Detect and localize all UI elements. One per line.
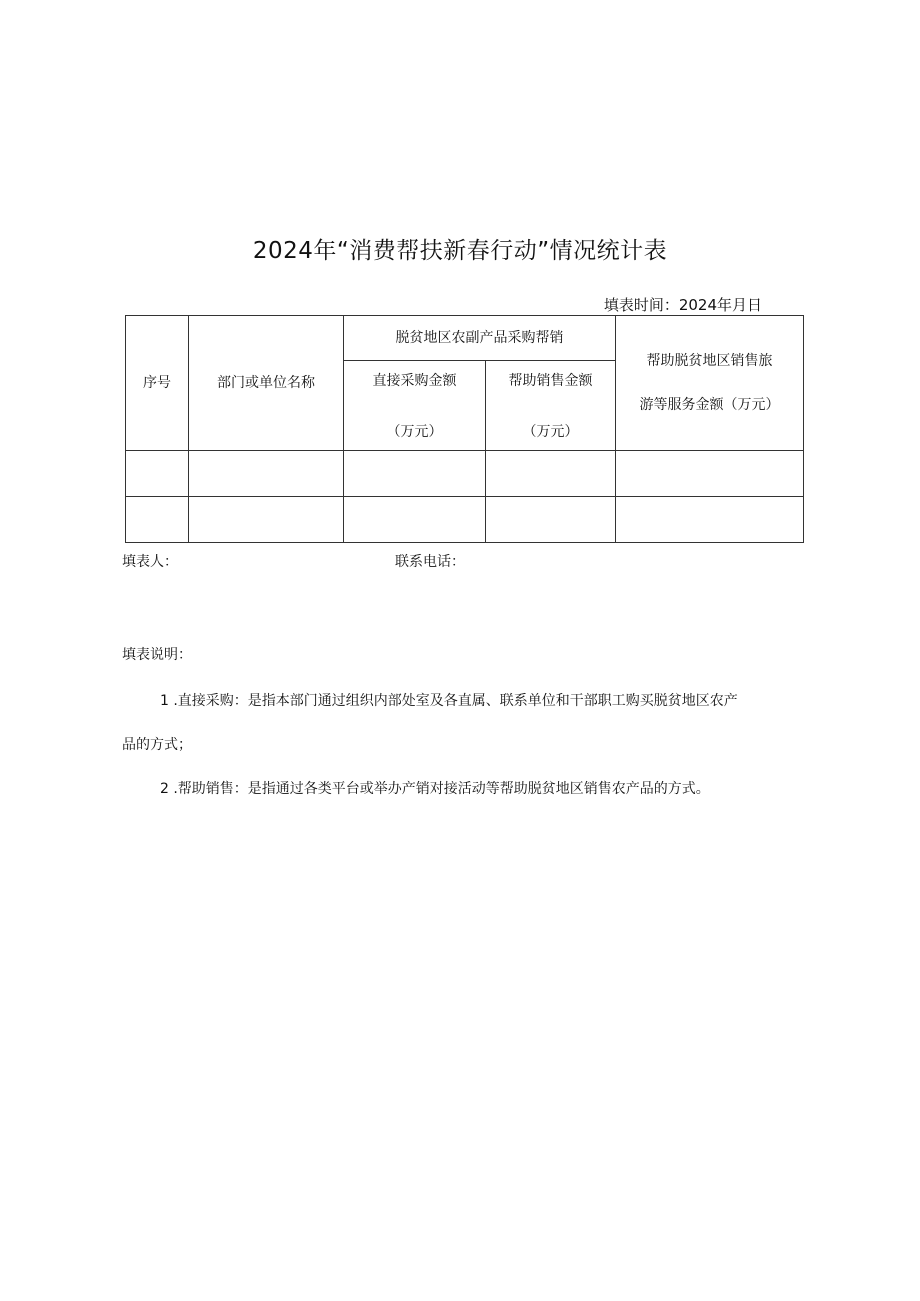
table-cell[interactable] [486,497,616,543]
filler-label: 填表人： [122,554,178,570]
header-unit-name: 部门或单位名称 [189,316,344,451]
statistics-table [125,315,804,543]
table-cell[interactable] [126,451,189,497]
header-direct-line2: （万元） [386,423,443,440]
table-cell[interactable] [189,497,344,543]
header-tourism-service [616,316,804,451]
header-group-purchase: 脱贫地区农副产品采购帮销 [344,316,616,361]
header-tourism-line1: 帮助脱贫地区销售旅 [646,352,773,369]
table-cell[interactable] [616,451,804,497]
fill-date: 填表时间：2024年月日 [603,296,762,314]
table-row [126,497,804,543]
header-direct-line1: 直接采购金额 [372,373,457,389]
table-row [126,451,804,497]
note-1-line-2: 品的方式； [122,737,192,753]
page-title: 2024年“消费帮扶新春行动”情况统计表 [252,238,668,264]
notes-title: 填表说明： [122,647,192,663]
table-cell[interactable] [344,451,486,497]
table-cell[interactable] [189,451,344,497]
table-cell[interactable] [486,451,616,497]
note-1-line-1: 1 .直接采购：是指本部门通过组织内部处室及各直属、联系单位和干部职工购买脱贫地区农产 [160,693,738,709]
table-cell[interactable] [616,497,804,543]
phone-label: 联系电话： [395,554,465,570]
header-tourism-line2: 游等服务金额（万元） [639,396,780,413]
header-help-line2: （万元） [522,423,579,440]
header-seq: 序号 [126,316,189,451]
header-help-line1: 帮助销售金额 [508,373,593,389]
table-cell[interactable] [344,497,486,543]
table-cell[interactable] [126,497,189,543]
header-direct-purchase [344,361,486,451]
header-help-sales [486,361,616,451]
note-2: 2 .帮助销售：是指通过各类平台或举办产销对接活动等帮助脱贫地区销售农产品的方式。 [160,781,710,797]
